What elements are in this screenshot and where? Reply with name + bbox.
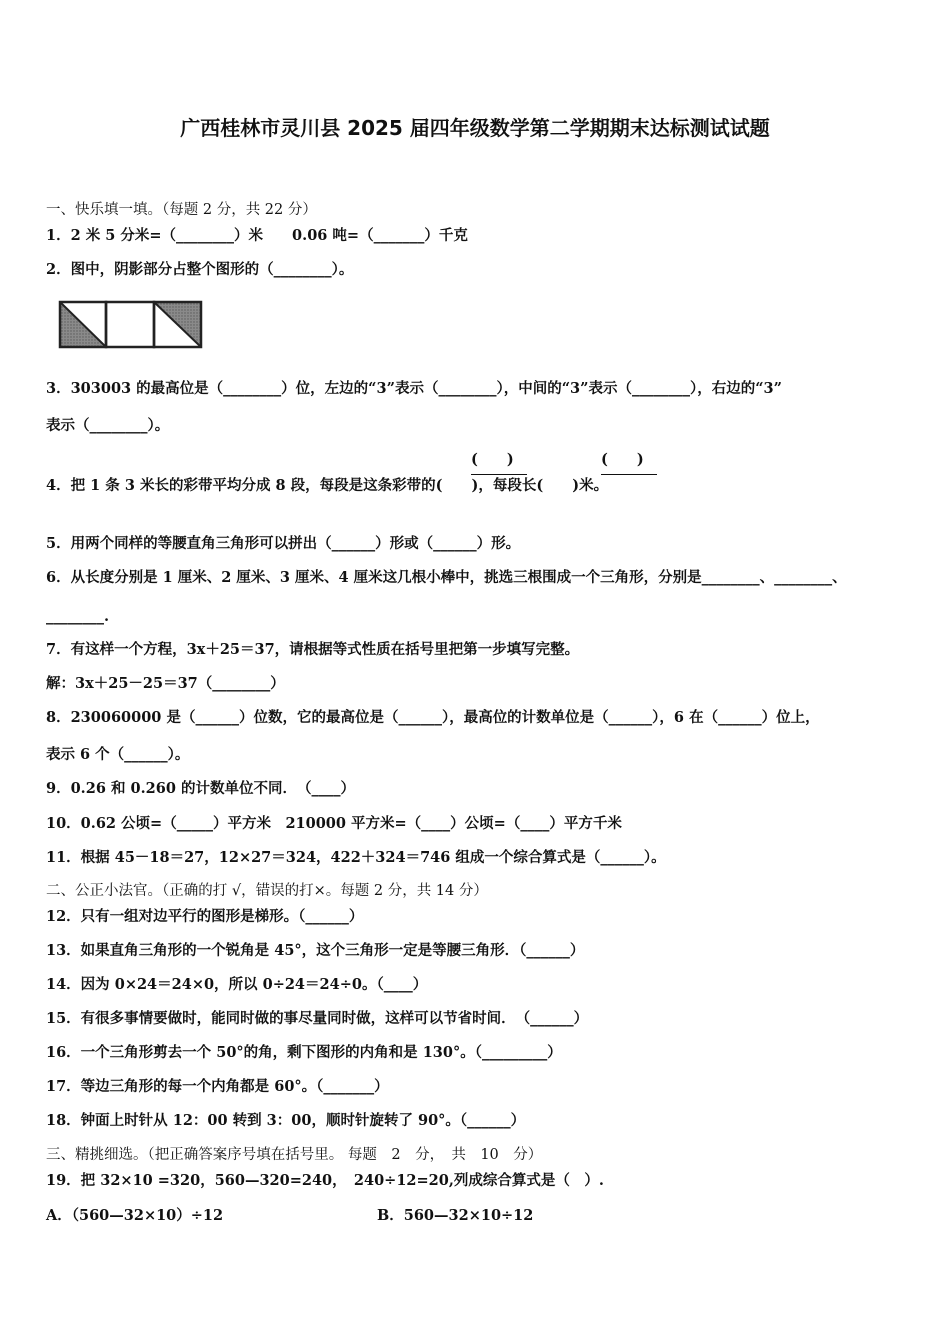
section-1-heading: 一、快乐填一填。（每题 2 分，共 22 分） bbox=[46, 202, 317, 218]
question-6-line-1: 6．从长度分别是 1 厘米、2 厘米、3 厘米、4 厘米这几根小棒中，挑选三根围成一个三角形，分别是________、________、 bbox=[46, 569, 847, 586]
question-19: 19．把 32×10 =320，560—320=240， 240÷12=20,列成综合算式是（ ）. bbox=[46, 1172, 604, 1189]
question-4-text-2: ，每段长 bbox=[478, 477, 537, 494]
fraction-1-denominator: ( ) bbox=[435, 477, 479, 494]
question-7-line-2: 解：3x＋25－25＝37（________） bbox=[46, 675, 285, 692]
question-16: 16．一个三角形剪去一个 50°的角，剩下图形的内角和是 130°。（_________） bbox=[46, 1044, 562, 1061]
question-3-line-1: 3．303003 的最高位是（________）位，左边的“3”表示（________），中间的“3”表示（________），右边的“3” bbox=[46, 380, 782, 397]
question-4-text-3: 米。 bbox=[579, 477, 609, 494]
section-2-heading: 二、公正小法官。（正确的打 √，错误的打×。每题 2 分，共 14 分） bbox=[46, 883, 488, 899]
question-4-text-1: 4．把 1 条 3 米长的彩带平均分成 8 段，每段是这条彩带的 bbox=[46, 477, 436, 494]
square-2 bbox=[106, 302, 154, 347]
fraction-2-denominator: ( ) bbox=[536, 477, 580, 494]
question-5: 5．用两个同样的等腰直角三角形可以拼出（______）形或（______）形。 bbox=[46, 535, 521, 552]
section-3-heading: 三、精挑细选。（把正确答案序号填在括号里。 每题 2 分， 共 10 分） bbox=[46, 1147, 543, 1163]
question-1: 1．2 米 5 分米=（________）米 0.06 吨=（_______）千克 bbox=[46, 227, 468, 244]
fraction-1-bar bbox=[471, 474, 527, 475]
question-9: 9．0.26 和 0.260 的计数单位不同． （____） bbox=[46, 780, 355, 797]
fraction-2-bar bbox=[601, 474, 657, 475]
question-15: 15．有很多事情要做时，能同时做的事尽量同时做，这样可以节省时间． （______） bbox=[46, 1010, 589, 1027]
page-title: 广西桂林市灵川县 2025 届四年级数学第二学期期末达标测试试题 bbox=[180, 116, 770, 140]
question-8-line-2: 表示 6 个（______）。 bbox=[46, 746, 190, 763]
question-12: 12．只有一组对边平行的图形是梯形。（______） bbox=[46, 908, 364, 925]
question-13: 13．如果直角三角形的一个锐角是 45°，这个三角形一定是等腰三角形．（______） bbox=[46, 942, 585, 959]
shaded-squares-figure bbox=[58, 300, 204, 350]
question-14: 14．因为 0×24＝24×0，所以 0÷24＝24÷0。（____） bbox=[46, 976, 428, 993]
question-2: 2．图中，阴影部分占整个图形的（________）。 bbox=[46, 261, 354, 278]
fraction-2-numerator: ( ) bbox=[601, 451, 644, 468]
question-18: 18．钟面上时针从 12：00 转到 3：00，顺时针旋转了 90°。（______） bbox=[46, 1112, 526, 1129]
question-6-line-2: ________. bbox=[46, 608, 110, 625]
option-a: A．（560—32×10）÷12 bbox=[46, 1207, 224, 1224]
question-8-line-1: 8．230060000 是（______）位数，它的最高位是（______），最高位的计数单位是（______），6 在（______）位上， bbox=[46, 709, 820, 726]
fraction-1-numerator: ( ) bbox=[471, 451, 514, 468]
question-11: 11．根据 45－18＝27，12×27＝324，422＋324＝746 组成一个综合算式是（______）。 bbox=[46, 849, 666, 866]
question-10: 10．0.62 公顷=（_____）平方米 210000 平方米=（____）公顷=（____）平方千米 bbox=[46, 815, 622, 832]
question-17: 17．等边三角形的每一个内角都是 60°。（_______） bbox=[46, 1078, 389, 1095]
question-4 bbox=[46, 476, 608, 496]
question-3-line-2: 表示（________）。 bbox=[46, 417, 170, 434]
question-7-line-1: 7．有这样一个方程，3x＋25＝37，请根据等式性质在括号里把第一步填写完整。 bbox=[46, 641, 580, 658]
option-b: B．560—32×10÷12 bbox=[377, 1207, 534, 1224]
